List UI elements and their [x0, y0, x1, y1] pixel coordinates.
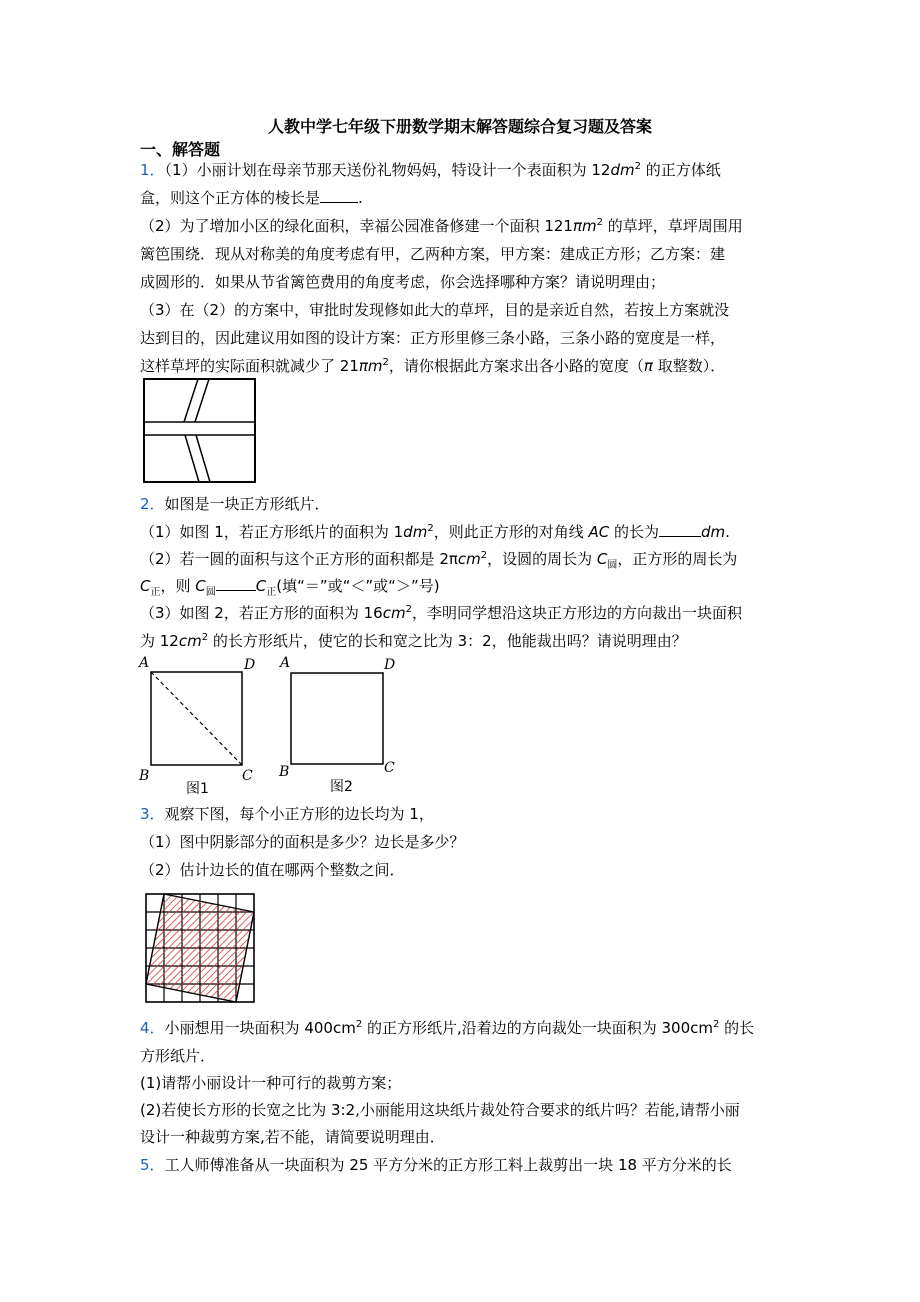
q1-line-5: 成圆形的．如果从节省篱笆费用的角度考虑，你会选择哪种方案？请说明理由； — [140, 273, 666, 291]
q2-line-4: $C_正$，则 $C_圆$ $C_正$(填“＝”或“＜”或“＞”号) — [140, 577, 440, 598]
fig1-label-b: B — [139, 768, 150, 784]
q5-line-1: 5．工人师傅准备从一块面积为 25 平方分米的正方形工料上裁剪出一块 18 平方分米的长 — [140, 1156, 732, 1174]
square-figures — [136, 652, 406, 798]
grid-hatched-square-figure — [145, 893, 257, 1005]
hatched-tilted-square — [146, 894, 254, 1002]
q1-line-8: 这样草坪的实际面积就减少了 $21\pi m^2$，请你根据此方案求出各小路的宽度（π 取整数）． — [140, 357, 726, 375]
fig2-label-a: A — [280, 655, 291, 671]
answer-blank — [216, 576, 256, 591]
q1-line-6: （3）在（2）的方案中，审批时发现修如此大的草坪，目的是亲近自然，若按上方案就没 — [140, 301, 730, 319]
answer-blank — [320, 188, 358, 203]
q2-line-6: 为 $12cm^2$ 的长方形纸片，使它的长和宽之比为 3：2，他能裁出吗？请说明理由？ — [140, 632, 687, 650]
q1-line-7: 达到目的，因此建议用如图的设计方案：正方形里修三条小路，三条小路的宽度是一样， — [140, 329, 726, 347]
figure-1 — [137, 655, 255, 797]
q1-line-2: 盒，则这个正方体的棱长是 . — [140, 189, 363, 207]
q4-line-2: 方形纸片． — [140, 1047, 216, 1065]
q4-line-5: 设计一种裁剪方案,若不能，请简要说明理由． — [140, 1128, 445, 1146]
q5-number: 5． — [140, 1156, 165, 1174]
q1-number: 1． — [140, 161, 165, 179]
q1-line-3: （2）为了增加小区的绿化面积，幸福公园准备修建一个面积 $121\pi m^2$ 的草坪，草坪周围用 — [140, 217, 743, 235]
q2-line-5: （3）如图 2，若正方形的面积为 $16cm^2$，李明同学想沿这块正方形边的方向裁出一块面积 — [140, 604, 742, 622]
fig2-label-c: C — [384, 760, 395, 776]
fig1-label-c: C — [242, 768, 253, 784]
fig1-label-d: D — [244, 657, 256, 673]
q2-line-3: （2）若一圆的面积与这个正方形的面积都是 2πcm$^2$，设圆的周长为 $C_圆$，正方形的周长为 — [140, 550, 738, 571]
fig1-caption: 图1 — [186, 781, 209, 797]
q3-line-2: （1）图中阴影部分的面积是多少？边长是多少？ — [140, 833, 465, 851]
q4-line-1: 4．小丽想用一块面积为 $400cm^2$ 的正方形纸片,沿着边的方向裁处一块面积为 $300cm^2$ 的长 — [140, 1019, 755, 1037]
q2-number: 2． — [140, 495, 165, 513]
q3-line-3: （2）估计边长的值在哪两个整数之间． — [140, 861, 405, 879]
q4-line-4: (2)若使长方形的长宽之比为 3:2,小丽能用这块纸片裁处符合要求的纸片吗？若能,请帮小丽 — [140, 1101, 740, 1119]
q2-line-1: 2．如图是一块正方形纸片． — [140, 495, 330, 513]
answer-blank — [659, 522, 701, 537]
q4-number: 4． — [140, 1019, 165, 1037]
fig2-label-d: D — [384, 657, 396, 673]
lawn-path-figure — [143, 378, 257, 484]
fig2-label-b: B — [279, 764, 290, 780]
figure-2 — [278, 655, 395, 795]
q3-number: 3． — [140, 805, 165, 823]
page-title: 人教中学七年级下册数学期末解答题综合复习题及答案 — [267, 117, 652, 136]
fig1-label-a: A — [139, 655, 150, 671]
q4-line-3: (1)请帮小丽设计一种可行的裁剪方案； — [140, 1074, 402, 1092]
q1-line-1: 1．（1）小丽计划在母亲节那天送份礼物妈妈，特设计一个表面积为 $12dm^2$ 的正方体纸 — [140, 161, 721, 179]
section-heading: 一、解答题 — [140, 140, 221, 159]
q3-line-1: 3．观察下图，每个小正方形的边长均为 1， — [140, 805, 434, 823]
q2-line-2: （1）如图 1，若正方形纸片的面积为 $1dm^2$，则此正方形的对角线 AC 的长为 dm. — [140, 523, 730, 541]
fig2-caption: 图2 — [330, 779, 353, 795]
q1-line-4: 篱笆围绕．现从对称美的角度考虑有甲，乙两种方案，甲方案：建成正方形；乙方案：建 — [140, 245, 726, 263]
